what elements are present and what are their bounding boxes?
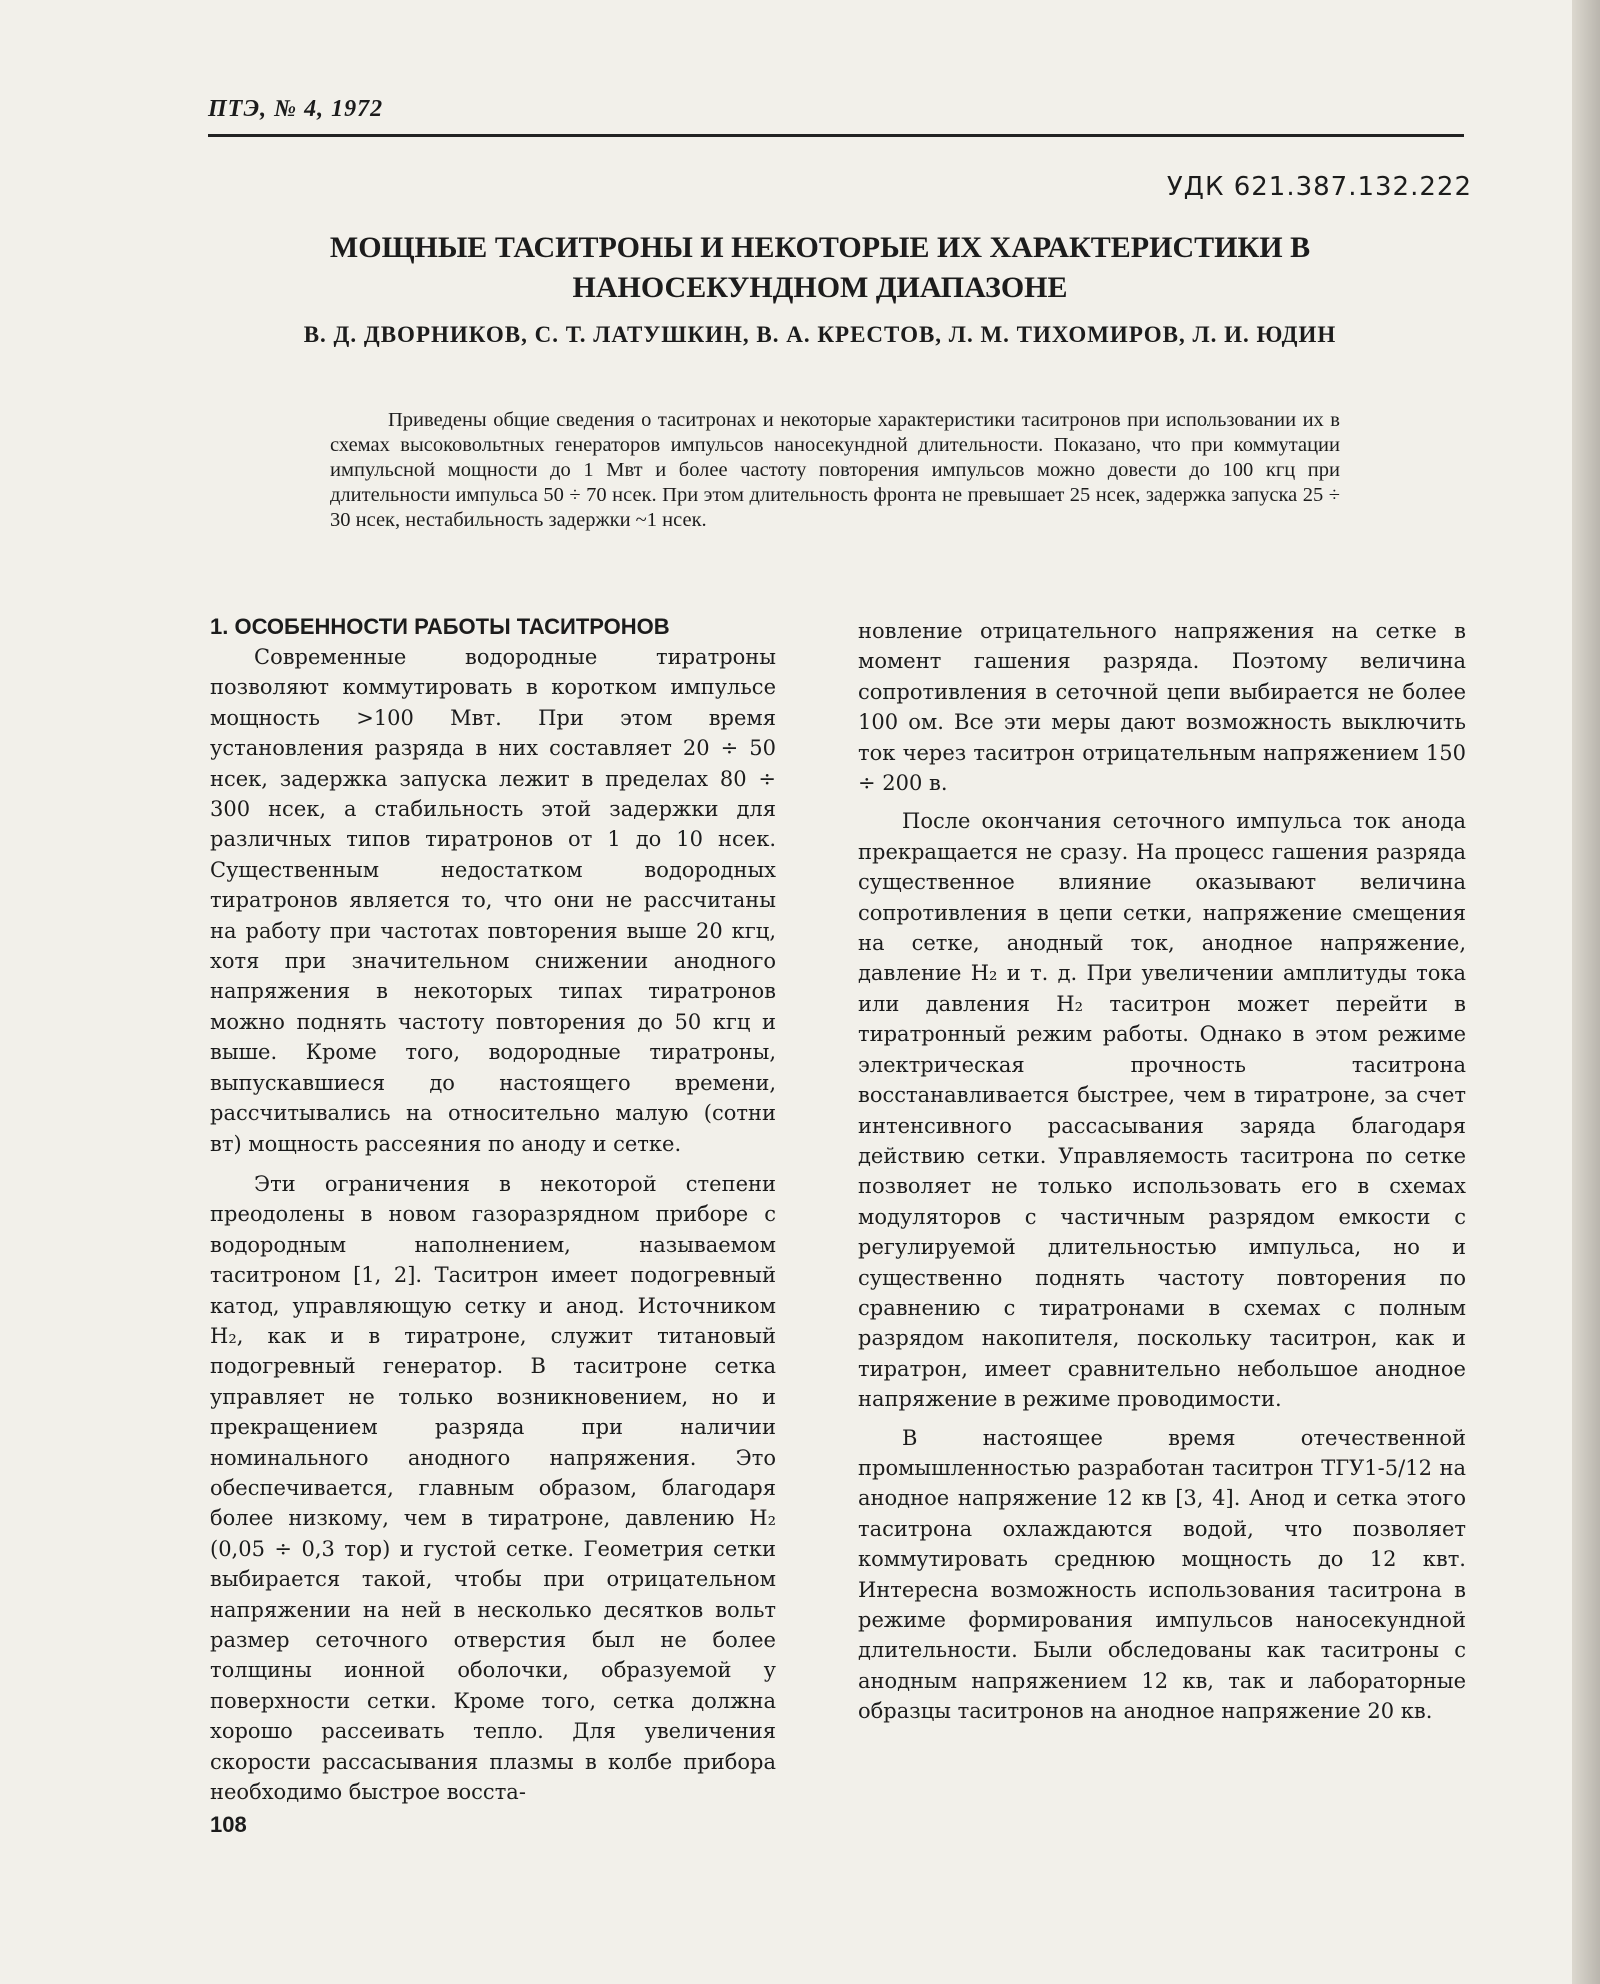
article-title: МОЩНЫЕ ТАСИТРОНЫ И НЕКОТОРЫЕ ИХ ХАРАКТЕРИСТИКИ В НАНОСЕКУНДНОМ ДИАПАЗОНЕ [329,231,1311,304]
header-rule [208,134,1464,137]
body-paragraph: Эти ограничения в некоторой степени преодолены в новом газоразрядном приборе с водородным наполнением, называемом таситроном [1, 2]. Таситрон имеет подогревный катод, управляющую сетку и анод. Источником H₂, как и в тиратроне, служит титановый подогревный генератор. В таситроне сетка управляет не только возникновением, но и прекращением разряда при наличии номинального анодного напряжения. Это обеспечивается, главным образом, благодаря более низкому, чем в тиратроне, давлению H₂ (0,05 ÷ 0,3 тор) и густой сетке. Геометрия сетки выбирается такой, чтобы при отрицательном напряжении на ней в несколько десятков вольт размер сеточного отверстия был не более толщины ионной оболочки, образуемой у поверхности сетки. Кроме того, сетка должна хорошо рассеивать тепло. Для увеличения скорости рассасывания плазмы в колбе прибора необходимо быстрое восста- [210,1171,776,1805]
article-abstract: Приведены общие сведения о таситронах и некоторые характеристики таситронов при использовании их в схемах высоковольтных генераторов импульсов наносекундной длительности. Показано, что при коммутации импульсной мощности до 1 Мвт и более частоту повторения импульсов можно довести до 100 кгц при длительности импульса 50 ÷ 70 нсек. При этом длительность фронта не превышает 25 нсек, задержка запуска 25 ÷ 30 нсек, нестабильность задержки ~1 нсек. [330,409,1340,531]
section-heading: 1. ОСОБЕННОСТИ РАБОТЫ ТАСИТРОНОВ [210,614,670,639]
right-column [858,616,1466,1727]
left-column [210,612,776,1807]
journal-running-header: ПТЭ, № 4, 1972 [208,96,384,122]
page-number: 108 [210,1812,247,1837]
body-paragraph: После окончания сеточного импульса ток анода прекращается не сразу. На процесс гашения разряда существенное влияние оказывают величина сопротивления в цепи сетки, напряжение смещения на сетке, анодный ток, анодное напряжение, давление H₂ и т. д. При увеличении амплитуды тока или давления H₂ таситрон может перейти в тиратронный режим работы. Однако в этом режиме электрическая прочность таситрона восстанавливается быстрее, чем в тиратроне, за счет интенсивного рассасывания заряда благодаря действию сетки. Управляемость таситрона по сетке позволяет не только использовать его в схемах модуляторов с частичным разрядом емкости с регулируемой длительностью импульса, но и существенно поднять частоту повторения по сравнению с тиратронами в схемах с полным разрядом накопителя, поскольку таситрон, как и тиратрон, имеет сравнительно небольшое анодное напряжение в режиме проводимости. [858,809,1466,1412]
article-authors: В. Д. ДВОРНИКОВ, С. Т. ЛАТУШКИН, В. А. КРЕСТОВ, Л. М. ТИХОМИРОВ, Л. И. ЮДИН [303,322,1337,347]
udc-code: УДК 621.387.132.222 [1166,172,1472,202]
body-paragraph: В настоящее время отечественной промышленностью разработан таситрон ТГУ1-5/12 на анодное напряжение 12 кв [3, 4]. Анод и сетка этого таситрона охлаждаются водой, что позволяет коммутировать среднюю мощность до 12 квт. Интересна возможность использования таситрона в режиме формирования импульсов наносекундной длительности. Были обследованы как таситроны с анодным напряжением 12 кв, так и лабораторные образцы таситронов на анодное напряжение 20 кв. [858,1425,1466,1724]
body-paragraph: новление отрицательного напряжения на сетке в момент гашения разряда. Поэтому величина сопротивления в сеточной цепи выбирается не более 100 ом. Все эти меры дают возможность выключить ток через таситрон отрицательным напряжением 150 ÷ 200 в. [858,619,1466,796]
page-binding-shadow [1572,0,1600,1984]
body-paragraph: Современные водородные тиратроны позволяют коммутировать в коротком импульсе мощность >100 Мвт. При этом время установления разряда в них составляет 20 ÷ 50 нсек, задержка запуска лежит в пределах 80 ÷ 300 нсек, а стабильность этой задержки для различных типов тиратронов от 1 до 10 нсек. Существенным недостатком водородных тиратронов является то, что они не рассчитаны на работу при частотах повторения выше 20 кгц, хотя при значительном снижении анодного напряжения в некоторых типах тиратронов можно поднять частоту повторения до 50 кгц и выше. Кроме того, водородные тиратроны, выпускавшиеся до настоящего времени, рассчитывались на относительно малую (сотни вт) мощность рассеяния по аноду и сетке. [210,645,776,1156]
